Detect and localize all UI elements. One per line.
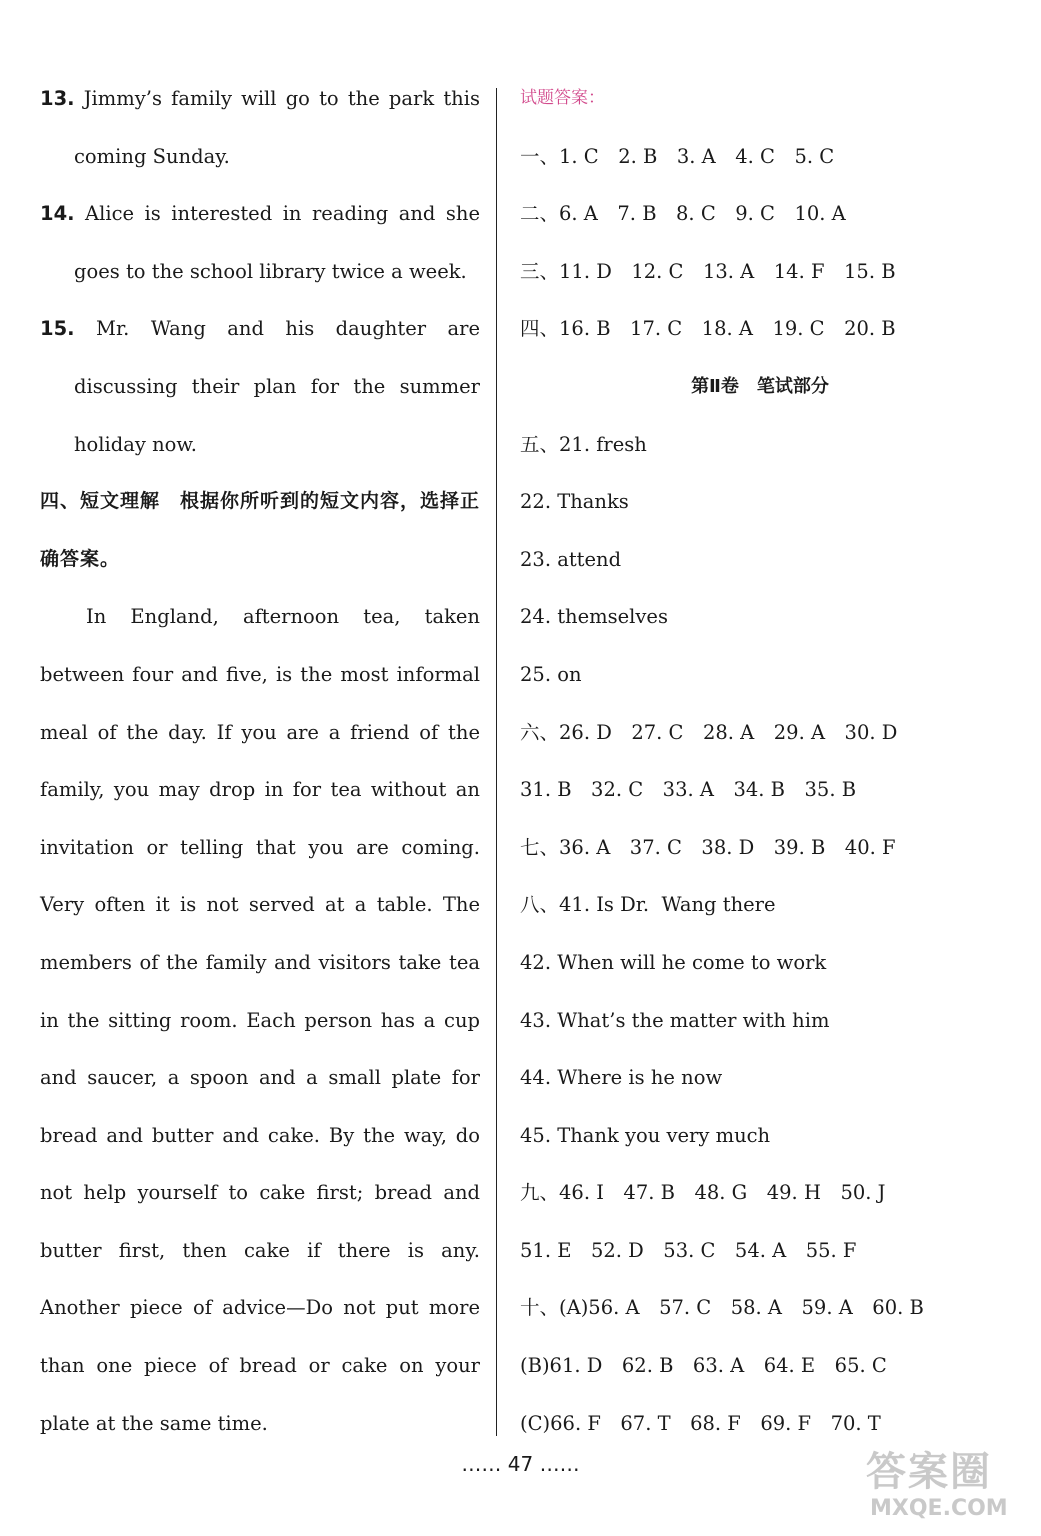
answer-line-1: 一、1. C 2. B 3. A 4. C 5. C [520, 144, 835, 168]
answer-line-10: 六、26. D 27. C 28. A 29. A 30. D [520, 720, 898, 744]
answer-line-17: 45. Thank you very much [520, 1123, 771, 1147]
answer-line-15: 43. What’s the matter with him [520, 1008, 830, 1032]
answer-line-5: 五、21. fresh [520, 432, 647, 456]
answer-line-4: 四、16. B 17. C 18. A 19. C 20. B [520, 317, 896, 341]
answer-line-3: 三、11. D 12. C 13. A 14. F 15. B [520, 259, 896, 283]
answer-line-16: 44. Where is he now [520, 1066, 723, 1090]
answer-line-13: 八、41. Is Dr. Wang there [520, 893, 776, 917]
answer-line-7: 23. attend [520, 547, 622, 571]
answer-column [520, 70, 1000, 1452]
answer-line-2: 二、6. A 7. B 8. C 9. C 10. A [520, 202, 846, 226]
answer-line-21: (B)61. D 62. B 63. A 64. E 65. C [520, 1354, 887, 1378]
answer-line-14: 42. When will he come to work [520, 950, 827, 974]
question-15: 15. Mr. Wang and his daughter are discussing their plan for the summer holiday now. [40, 317, 481, 456]
answer-line-18: 九、46. I 47. B 48. G 49. H 50. J [520, 1181, 886, 1205]
answer-line-19: 51. E 52. D 53. C 54. A 55. F [520, 1238, 857, 1262]
answer-line-6: 22. Thanks [520, 490, 629, 514]
answer-line-22: (C)66. F 67. T 68. F 69. F 70. T [520, 1411, 881, 1435]
left-column [40, 70, 480, 1452]
answer-line-12: 七、36. A 37. C 38. D 39. B 40. F [520, 835, 896, 859]
answer-line-20: 十、(A)56. A 57. C 58. A 59. A 60. B [520, 1296, 924, 1320]
answer-line-9: 25. on [520, 662, 582, 686]
watermark-domain: MXQE.COM [870, 1496, 1008, 1521]
question-13: 13. Jimmy’s family will go to the park this coming Sunday. [40, 87, 480, 168]
watermark-main: 答案圈 [866, 1449, 992, 1495]
page-number: …… 47 …… [461, 1452, 580, 1476]
reading-passage: In England, afternoon tea, taken between four and five, is the most informal meal of the day. If you are a friend of the family, you may drop in for tea without an invitation or telling that you are coming. Very often it is not served at a table. The members of the family and visitors take tea in the sitting room. Each person has a cup and saucer, a spoon and a small plate for bread and butter and cake. By the way, do not help yourself to cake first; bread and butter first, then cake if there is any. Another piece of advice—Do not put more than one piece of bread or cake on your plate at the same time. [40, 605, 480, 1435]
answer-line-8: 24. themselves [520, 605, 668, 629]
watermark-logo [856, 1440, 1034, 1530]
section-4-heading: 四、短文理解 根据你所听到的短文内容，选择正确答案。 [40, 490, 481, 570]
answer-line-11: 31. B 32. C 33. A 34. B 35. B [520, 778, 857, 802]
question-14: 14. Alice is interested in reading and she goes to the school library twice a week. [40, 202, 480, 283]
part-2-title: 第Ⅱ卷 笔试部分 [691, 375, 829, 397]
column-divider [496, 88, 497, 1436]
answers-heading: 试题答案： [520, 88, 605, 108]
